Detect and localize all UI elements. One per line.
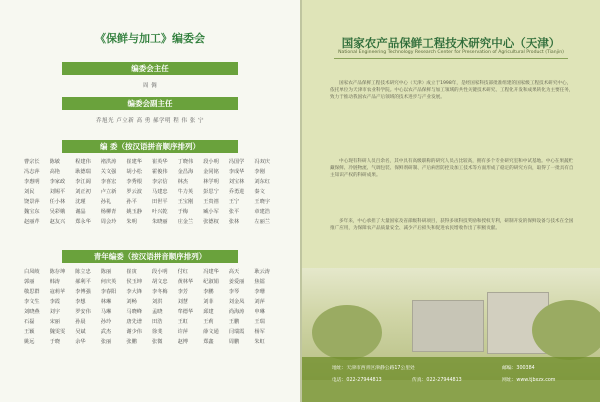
intro-paragraph-3: 多年来，中心承担了大量国家及省部级科研项目，获得多项科技奖励和授权专利，研制开发的保鲜设备与技术在全国推广应用，为保障农产品质量安全、减少产后损失和促进农民增收作出了积极贡献。 [330,219,574,232]
member-name: 王晓宇 [254,199,270,205]
member-name: 寇莉苹 [49,289,66,295]
member-name: 陈丽 [100,269,112,275]
member-name: 乔勇进 [228,189,245,195]
member-name: 孙平 [126,199,137,205]
member-name: 许萍 [177,329,188,335]
member-name: 林琳 [100,299,112,305]
member-name: 闫瑞霞 [228,329,245,335]
member-name: 马琳 [100,309,112,315]
director-name: 周 倜 [142,83,158,89]
member-name: 李博强 [75,289,91,295]
member-name: 谢少伟 [126,329,142,335]
vice-director-names: 乔旭光 卢立新 高 勇 郝学明 程 伟 张 宁 [96,118,204,124]
member-name: 黄林华 [177,279,194,285]
member-name: 陈立忠 [75,269,91,275]
member-name: 卢立新 [100,189,117,195]
member-name: 高艳 [49,169,60,175]
member-name: 杨柳青 [100,209,117,215]
member-name: 冯志萍 [24,169,40,175]
member-name: 田世平 [152,199,168,205]
member-name: 石磊 [24,319,35,325]
member-name: 尚海涛 [228,309,245,315]
member-name: 唐先谱 [126,319,142,325]
member-name: 纪淑娟 [203,279,219,285]
fax-text: 传真：022-27944813 [412,378,462,383]
member-name: 李鹏 [203,289,214,295]
member-name: 左丽兰 [254,219,270,225]
member-name: 郝利平 [75,279,91,285]
member-name: 关文强 [100,169,117,175]
center-title: 国家农产品保鲜工程技术研究中心（天津） [341,36,561,50]
member-name: 李冬梅 [152,289,168,295]
member-name: 冯双庆 [254,159,270,165]
building-left [412,300,484,352]
member-name: 刘正初 [75,189,91,195]
member-name: 刘锡平 [49,189,66,195]
young-members-bar: 青年编委（按汉语拼音顺序排列） [62,250,238,263]
member-name: 李家政 [49,179,66,185]
member-name: 李琴 [228,289,240,295]
member-name: 张丽 [100,339,112,345]
member-name: 刘洪 [152,299,163,305]
member-name: 徐斐 [152,329,163,335]
member-name: 耿德瑞 [75,169,91,175]
member-name: 牟德华 [177,309,194,315]
member-name: 沈瑾 [75,199,86,205]
member-name: 牛力英 [177,189,194,195]
center-intro-page [302,0,600,402]
young-members-list [24,268,280,345]
member-name: 林杰 [177,179,188,185]
intro-paragraph-2: 中心现有科研人员百余名，其中具有高级职称的研究人员占比较高，拥有多个专业研究室和中试基地。中心在果蔬贮藏保鲜、冷链物流、气调包装、保鲜剂研制、产后病害防控及加工技术等方面形成了稳定的研究方向，取得了一批具有自主知识产权的科研成果。 [330,159,574,179]
members-list [24,158,280,225]
member-name: 王宁 [228,199,240,205]
member-name: 朱虹 [254,339,265,345]
member-name: 金昌海 [177,169,194,175]
member-name: 郑鑫 [203,339,214,345]
member-name: 李宗信 [152,179,168,185]
member-name: 何庆英 [100,279,117,285]
member-name: 任小林 [49,199,66,205]
member-name: 魏雯雯 [49,329,66,335]
member-name: 李文生 [24,299,40,305]
member-name: 王虹 [177,319,188,325]
member-name: 赵博 [177,339,188,345]
member-name: 李大锋 [126,289,142,295]
member-name: 张微 [152,339,163,345]
phone-text: 电话：022-27944813 [332,378,382,383]
member-name: 王莉 [203,319,214,325]
member-name: 林学明 [203,179,219,185]
member-name: 付红 [177,269,188,275]
member-name: 耿云涛 [254,269,270,275]
member-name: 李江阔 [75,179,91,185]
members-bar: 编 委（按汉语拼音顺序排列） [62,140,238,153]
member-name: 霍俊伟 [152,169,168,175]
member-name: 杨军 [254,329,265,335]
member-name: 褚洪涛 [100,159,117,165]
member-name: 孙礼 [100,199,112,205]
member-name: 胡文忠 [152,279,168,285]
member-name: 张德权 [203,219,219,225]
center-subtitle: National Engineering Technology Research Center for Preservation of Agricultural Product (Tianjin) [338,50,564,55]
member-name: 王鹏 [228,319,240,325]
member-name: 李珊 [254,289,265,295]
member-name: 姚远 [24,339,35,345]
member-name: 孙晨 [75,319,86,325]
member-name: 李刚 [254,169,265,175]
member-name: 李喜宏 [100,179,117,185]
member-name: 刘金凤 [228,299,245,305]
member-name: 魏宝东 [24,209,40,215]
member-name: 刘东红 [254,179,270,185]
member-name: 刘慧 [177,299,188,305]
member-name: 张林 [228,219,240,225]
member-name: 王瑞 [254,319,265,325]
member-name: 刘宇 [49,309,60,315]
member-name: 朱晓丽 [152,219,168,225]
member-name: 庄金兰 [177,219,194,225]
member-name: 王颖 [24,329,35,335]
member-name: 郑永华 [75,219,91,225]
member-name: 李芳 [177,289,188,295]
member-name: 丁晓伟 [177,159,194,165]
member-name: 张鹏 [126,339,137,345]
member-name: 于梅 [177,209,188,215]
address-text: 地址：天津市西青区津静公路17公里处 [332,366,415,371]
member-name: 崔建华 [126,159,142,165]
member-name: 李霞 [49,299,60,305]
member-name: 刘晓燕 [24,309,40,315]
member-name: 白凤岐 [24,269,40,275]
member-name: 余华 [75,339,86,345]
member-name: 李惠明 [24,179,40,185]
member-name: 李想 [75,299,86,305]
member-name: 武杰 [100,329,112,335]
member-name: 申琳 [254,309,265,315]
member-name: 薛文通 [203,329,219,335]
member-name: 侯玉坤 [126,279,142,285]
tree-right [532,300,600,360]
member-name: 曹宗长 [24,159,40,165]
member-name: 金同铭 [203,169,219,175]
member-name: 陈敏 [49,159,60,165]
member-name: 叶兴乾 [152,209,168,215]
tree-left [312,305,382,360]
member-name: 李秀根 [126,179,142,185]
member-name: 马晓峰 [126,309,142,315]
vice-director-bar: 编委会副主任 [62,97,238,110]
member-name: 焦镭 [254,279,265,285]
member-name: 刘宝林 [228,179,245,185]
member-name: 孙玲 [100,319,112,325]
postcode-text: 邮编：300384 [502,366,535,371]
member-name: 郭丽 [24,279,35,285]
member-name: 段小明 [152,269,168,275]
website-text: 网址：www.tjbxzx.com [502,378,556,383]
director-bar: 编委会主任 [62,62,238,75]
member-name: 敬思群 [24,289,40,295]
member-name: 邱建 [203,309,214,315]
member-name: 吴彩娥 [49,209,66,215]
member-name: 周鹏 [228,339,240,345]
member-name: 周会玲 [100,219,117,225]
member-name: 刘畅 [126,299,137,305]
member-name: 罗云波 [126,189,142,195]
member-name: 王宝刚 [177,199,194,205]
member-name: 段小明 [203,159,219,165]
member-name: 罗安伟 [75,309,91,315]
member-name: 吴斌 [75,329,86,335]
member-name: 李春阳 [100,289,117,295]
member-name: 赵友兴 [49,219,66,225]
member-name: 朱明 [126,219,137,225]
member-name: 胡小松 [126,169,142,175]
member-name: 章建浩 [254,209,270,215]
member-name: 崔寅 [126,269,137,275]
member-name: 崔英华 [152,159,168,165]
member-name: 秦文 [254,189,265,195]
member-name: 陈存坤 [49,269,66,275]
member-name: 冯国学 [228,159,245,165]
intro-paragraph-1: 国家农产品保鲜工程技术研究中心（天津）成立于1998年，是经国家科技部批准组建的国家级工程技术研究中心，依托单位为天津市农业科学院。中心以农产品保鲜与加工领域的共性关键技术研究、工程化开发和成果转化为主要任务，致力于推动我国农产品产后领域的技术进步与产业发展。 [330,81,574,101]
member-name: 冯建华 [203,269,219,275]
member-name: 张平 [228,209,240,215]
member-name: 高天 [228,269,240,275]
member-name: 李成华 [228,169,245,175]
title-divider [334,58,568,59]
member-name: 谢晶 [75,209,86,215]
member-name: 于晓 [49,339,60,345]
member-name: 赵丽芹 [24,219,40,225]
member-name: 宋丽 [49,319,60,325]
member-name: 王贵禧 [203,199,219,205]
member-name: 程建伟 [75,159,91,165]
member-name: 刘菲 [203,299,214,305]
member-name: 饶景萍 [24,199,40,205]
member-name: 孟晓 [152,309,163,315]
member-name: 田浩 [152,319,163,325]
member-name: 马建忠 [152,189,168,195]
member-name: 刘民 [24,189,35,195]
member-name: 姜爱丽 [228,279,245,285]
member-name: 姚玉静 [126,209,142,215]
member-name: 臧小军 [203,209,219,215]
member-name: 韩涛 [49,279,60,285]
committee-title: 《保鲜与加工》编委会 [95,32,205,45]
member-name: 刘萍 [254,299,265,305]
member-name: 彭思宁 [203,189,219,195]
